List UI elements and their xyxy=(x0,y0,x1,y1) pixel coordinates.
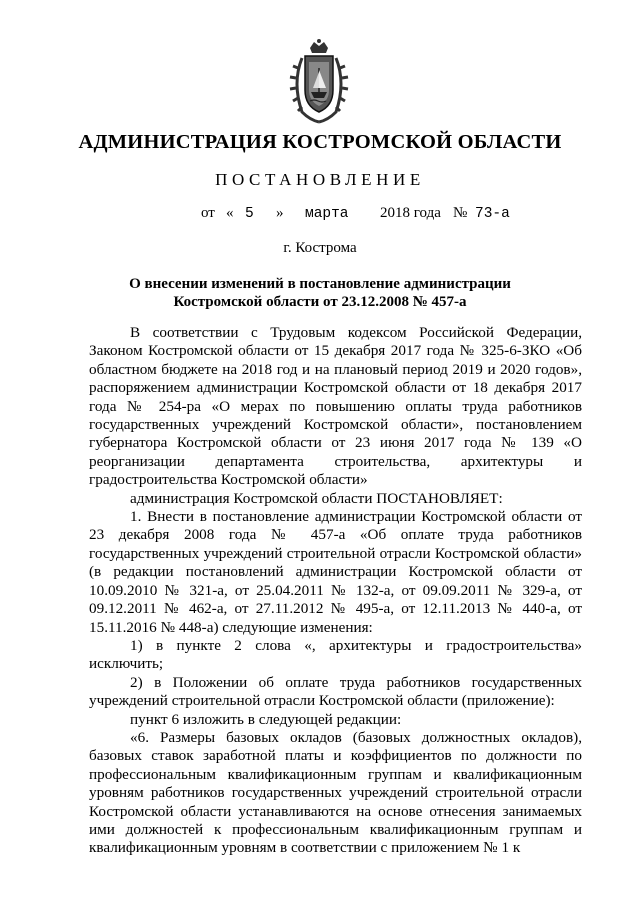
number-sign: № xyxy=(453,205,468,221)
date-quote-close: » xyxy=(276,205,284,221)
organization-name: АДМИНИСТРАЦИЯ КОСТРОМСКОЙ ОБЛАСТИ xyxy=(78,131,562,153)
document-title xyxy=(60,275,580,311)
title-line-2: Костромской области от 23.12.2008 № 457-а xyxy=(173,294,467,310)
item-1-2-intro-paragraph: пункт 6 изложить в следующей редакции: xyxy=(130,710,402,728)
document-body xyxy=(89,324,582,858)
item-1-paragraph: 1. Внести в постановление администрации Костромской области от 23 декабря 2008 года № 457-а «Об оплате труда работников государственных учреждений строительной отрасли Костромской области» (в редакции постановлений администрации Костромской области от 10.09.2010 № 321-а, от 25.04.2011 № 132-а, от 09.09.2011 № 329-а, от 09.12.2011 № 462-а, от 27.11.2012 № 495-а, от 12.11.2013 № 440-а, от 15.11.2016 № 448-а) следующие изменения: xyxy=(89,508,582,636)
city: г. Кострома xyxy=(283,240,357,256)
date-month: марта xyxy=(305,206,349,222)
date-from-label: от xyxy=(201,205,215,221)
document-number: 73-а xyxy=(475,206,510,222)
kostroma-coat-of-arms-icon xyxy=(288,38,350,124)
date-day: 5 xyxy=(245,206,254,222)
preamble-paragraph: В соответствии с Трудовым кодексом Российской Федерации, Законом Костромской области от 15 декабря 2017 года № 325-6-ЗКО «Об областном бюджете на 2018 год и на плановый период 2019 и 2020 годов», распоряжением администрации Костромской области от 18 декабря 2017 года № 254-ра «О мерах по повышению оплаты труда работников государственных учреждений Костромской области», постановлением губернатора Костромской области от 23 июня 2017 года № 139 «О реорганизации департамента строительства, архитектуры и градостроительства Костромской области» xyxy=(89,324,582,489)
item-1-1-paragraph: 1) в пункте 2 слова «, архитектуры и градостроительства» исключить; xyxy=(89,636,582,673)
document-type: ПОСТАНОВЛЕНИЕ xyxy=(215,170,425,189)
item-1-2-paragraph: 2) в Положении об оплате труда работников государственных учреждений строительной отрасли Костромской области (приложение): xyxy=(89,673,582,710)
date-line xyxy=(0,205,640,225)
title-line-1: О внесении изменений в постановление администрации xyxy=(129,276,511,292)
decree-paragraph: администрация Костромской области ПОСТАНОВЛЯЕТ: xyxy=(130,489,503,507)
item-1-2-text-paragraph: «6. Размеры базовых окладов (базовых должностных окладов), базовых ставок заработной платы и коэффициентов по должности по профессиональным квалификационным группам и квалификационным уровням работников государственных учреждений строительной отрасли Костромской области устанавливаются на основе отнесения занимаемых ими должностей к профессиональным квалификационным группам и квалификационным уровням в соответствии с приложением № 1 к xyxy=(89,728,582,857)
date-quote-open: « xyxy=(226,205,234,221)
date-year: 2018 года xyxy=(380,205,441,221)
